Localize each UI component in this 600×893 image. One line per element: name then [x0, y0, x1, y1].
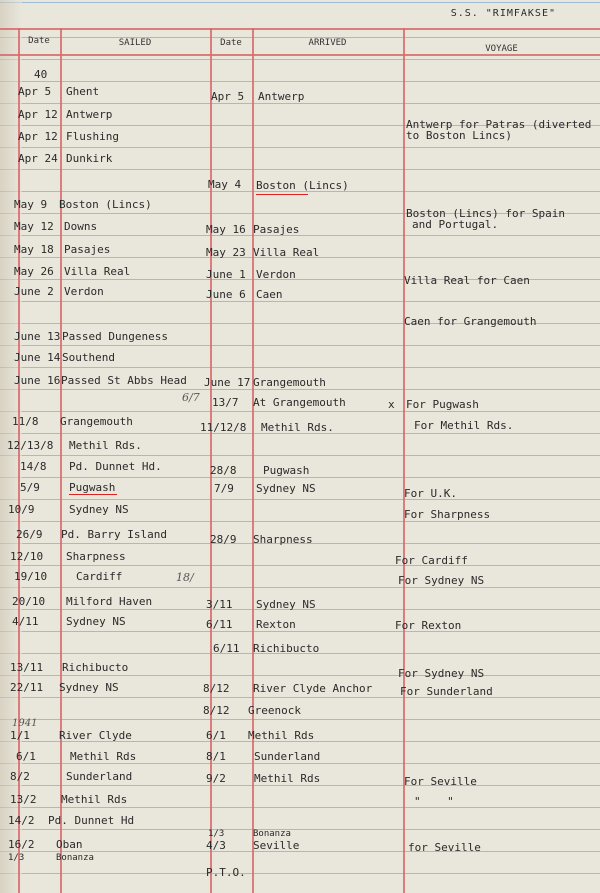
header-arrived: ARRIVED [308, 38, 347, 48]
arrived-place: Sydney NS [256, 598, 316, 611]
arrived-date: 6/11 [213, 642, 240, 655]
arrived-place: River Clyde Anchor [253, 682, 373, 695]
voyage-note: Villa Real for Caen [404, 274, 530, 287]
arrived-place: Methil Rds [248, 729, 315, 742]
arrived-date: 8/12 [203, 682, 230, 695]
voyage-ditto: " " [414, 795, 454, 808]
sailed-date: 1/1 [10, 729, 30, 742]
voyage-note: For Sunderland [400, 685, 493, 698]
voyage-note: For Rexton [395, 619, 462, 632]
sailed-date: 8/2 [10, 770, 30, 783]
header-sailed: SAILED [118, 38, 152, 48]
arrived-place: Verdon [256, 268, 296, 281]
arrived-date: 7/9 [214, 482, 234, 495]
arrived-place: Boston (Lincs) [256, 179, 349, 192]
arrived-date: 8/12 [203, 704, 230, 717]
sailed-place: Sharpness [66, 550, 126, 563]
sailed-place: Pugwash [69, 481, 116, 494]
sailed-place: Pasajes [64, 243, 111, 256]
page-footer: P.T.O. [206, 866, 246, 879]
column-rule [403, 28, 405, 893]
margin-note: 6/7 [182, 391, 200, 404]
arrived-date: 6/11 [206, 618, 233, 631]
sailed-place: Richibucto [62, 661, 129, 674]
sailed-place: Villa Real [64, 265, 131, 278]
ship-name: S.S. "RIMFAKSE" [450, 8, 556, 19]
sailed-place: Sydney NS [69, 503, 129, 516]
sailed-date: June 16 [14, 374, 61, 387]
sailed-date: Apr 12 [18, 108, 58, 121]
sailed-place: Methil Rds [70, 750, 137, 763]
sailed-place: Pd. Dunnet Hd. [69, 460, 162, 473]
arrived-date: May 16 [206, 223, 246, 236]
sailed-place: Bonanza [56, 853, 94, 863]
arrived-place: Pugwash [263, 464, 310, 477]
sailed-place: Grangemouth [60, 415, 133, 428]
sailed-date: 10/9 [8, 503, 35, 516]
arrived-date: 11/12/8 [200, 421, 247, 434]
sailed-place: Milford Haven [66, 595, 153, 608]
arrived-date: 3/11 [206, 598, 233, 611]
year-marker: 1941 [12, 718, 38, 729]
sailed-date: Apr 12 [18, 130, 58, 143]
sailed-place: Sydney NS [66, 615, 126, 628]
sailed-place: Downs [64, 220, 98, 233]
sailed-date: 6/1 [16, 750, 36, 763]
arrived-date: June 6 [206, 288, 246, 301]
sailed-place: Passed St Abbs Head [61, 374, 187, 387]
arrived-date: 1/3 [208, 829, 225, 839]
arrived-place: Pasajes [253, 223, 300, 236]
voyage-note: For Seville [404, 775, 477, 788]
sailed-date: 1/3 [8, 853, 25, 863]
arrived-date: May 4 [208, 178, 242, 191]
sailed-date: May 9 [14, 198, 48, 211]
voyage-note: For Pugwash [406, 398, 479, 411]
arrived-place: At Grangemouth [253, 396, 346, 409]
sailed-place: Passed Dungeness [62, 330, 168, 343]
sailed-place: Sydney NS [59, 681, 119, 694]
margin-note: 18/ [176, 571, 194, 584]
sailed-place: Dunkirk [66, 152, 113, 165]
column-rule [210, 28, 212, 893]
sailed-date: 20/10 [12, 595, 46, 608]
arrived-place: Villa Real [253, 246, 320, 259]
column-rule [60, 28, 62, 893]
header-bottom-rule [0, 54, 600, 56]
sailed-date: May 18 [14, 243, 54, 256]
arrived-place: Bonanza [253, 829, 291, 839]
arrived-date: 8/1 [206, 750, 226, 763]
sailed-place: Boston (Lincs) [59, 198, 152, 211]
voyage-note: For Sydney NS [398, 667, 485, 680]
sailed-date: June 14 [14, 351, 61, 364]
arrived-date: 28/9 [210, 533, 237, 546]
underline-mark [69, 494, 117, 495]
sailed-date: May 12 [14, 220, 54, 233]
voyage-mark: x [388, 398, 395, 411]
arrived-date: June 17 [204, 376, 251, 389]
voyage-note: For Sydney NS [398, 574, 485, 587]
arrived-date: May 23 [206, 246, 246, 259]
sailed-date: 16/2 [8, 838, 35, 851]
arrived-date: 6/1 [206, 729, 226, 742]
voyage-note: For Cardiff [395, 554, 468, 567]
arrived-place: Seville [253, 839, 300, 852]
sailed-date: June 2 [14, 285, 54, 298]
header-top-rule [0, 28, 600, 30]
sailed-place: Oban [56, 838, 83, 851]
voyage-note: to Boston Lincs) [406, 129, 512, 142]
sailed-date: 14/8 [20, 460, 47, 473]
arrived-date: 4/3 [206, 839, 226, 852]
column-rule [252, 28, 254, 893]
arrived-place: Sunderland [254, 750, 321, 763]
voyage-note: Boston (Lincs) for Spain [406, 207, 565, 220]
voyage-note: For Methil Rds. [414, 419, 514, 432]
voyage-note: and Portugal. [412, 218, 499, 231]
sailed-date: 19/10 [14, 570, 48, 583]
sailed-date: Apr 24 [18, 152, 58, 165]
sailed-date: Apr 5 [18, 85, 52, 98]
voyage-note: For U.K. [404, 487, 457, 500]
arrived-place: Methil Rds. [261, 421, 334, 434]
header-arrived-date: Date [220, 38, 242, 48]
sailed-place: Ghent [66, 85, 100, 98]
arrived-place: Sydney NS [256, 482, 316, 495]
arrived-date: Apr 5 [211, 90, 245, 103]
sailed-place: Methil Rds. [69, 439, 142, 452]
sailed-place: Verdon [64, 285, 104, 298]
arrived-place: Caen [256, 288, 283, 301]
sailed-place: Methil Rds [61, 793, 128, 806]
arrived-place: Richibucto [253, 642, 320, 655]
voyage-note: Antwerp for Patras (diverted [406, 118, 592, 131]
voyage-note: Caen for Grangemouth [404, 315, 537, 328]
sailed-date: 22/11 [10, 681, 44, 694]
underline-mark [256, 194, 308, 195]
sailed-date: 12/10 [10, 550, 44, 563]
arrived-date: 28/8 [210, 464, 237, 477]
arrived-place: Greenock [248, 704, 301, 717]
sailed-place: River Clyde [59, 729, 132, 742]
header-voyage: VOYAGE [485, 44, 518, 54]
sailed-date: 4/11 [12, 615, 39, 628]
sailed-place: Antwerp [66, 108, 113, 121]
sailed-place: Southend [62, 351, 115, 364]
sailed-date: May 26 [14, 265, 54, 278]
sailed-date: 13/11 [10, 661, 44, 674]
arrived-place: Rexton [256, 618, 296, 631]
sailed-date: 13/2 [10, 793, 37, 806]
sailed-date: 12/13/8 [7, 439, 54, 452]
sailed-date: 5/9 [20, 481, 40, 494]
year-marker: 40 [34, 68, 48, 81]
sailed-place: Pd. Dunnet Hd [48, 814, 135, 827]
sailed-date: June 13 [14, 330, 61, 343]
header-sailed-date: Date [28, 36, 50, 46]
voyage-note: for Seville [408, 841, 481, 854]
arrived-date: 13/7 [212, 396, 239, 409]
voyage-note: For Sharpness [404, 508, 491, 521]
arrived-date: 9/2 [206, 772, 226, 785]
sailed-place: Pd. Barry Island [61, 528, 167, 541]
sailed-place: Sunderland [66, 770, 133, 783]
sailed-place: Flushing [66, 130, 119, 143]
sailed-date: 14/2 [8, 814, 35, 827]
arrived-place: Sharpness [253, 533, 313, 546]
arrived-place: Grangemouth [253, 376, 326, 389]
sailed-date: 11/8 [12, 415, 39, 428]
sailed-date: 26/9 [16, 528, 43, 541]
arrived-place: Methil Rds [254, 772, 321, 785]
sailed-place: Cardiff [76, 570, 123, 583]
arrived-date: June 1 [206, 268, 246, 281]
arrived-place: Antwerp [258, 90, 305, 103]
